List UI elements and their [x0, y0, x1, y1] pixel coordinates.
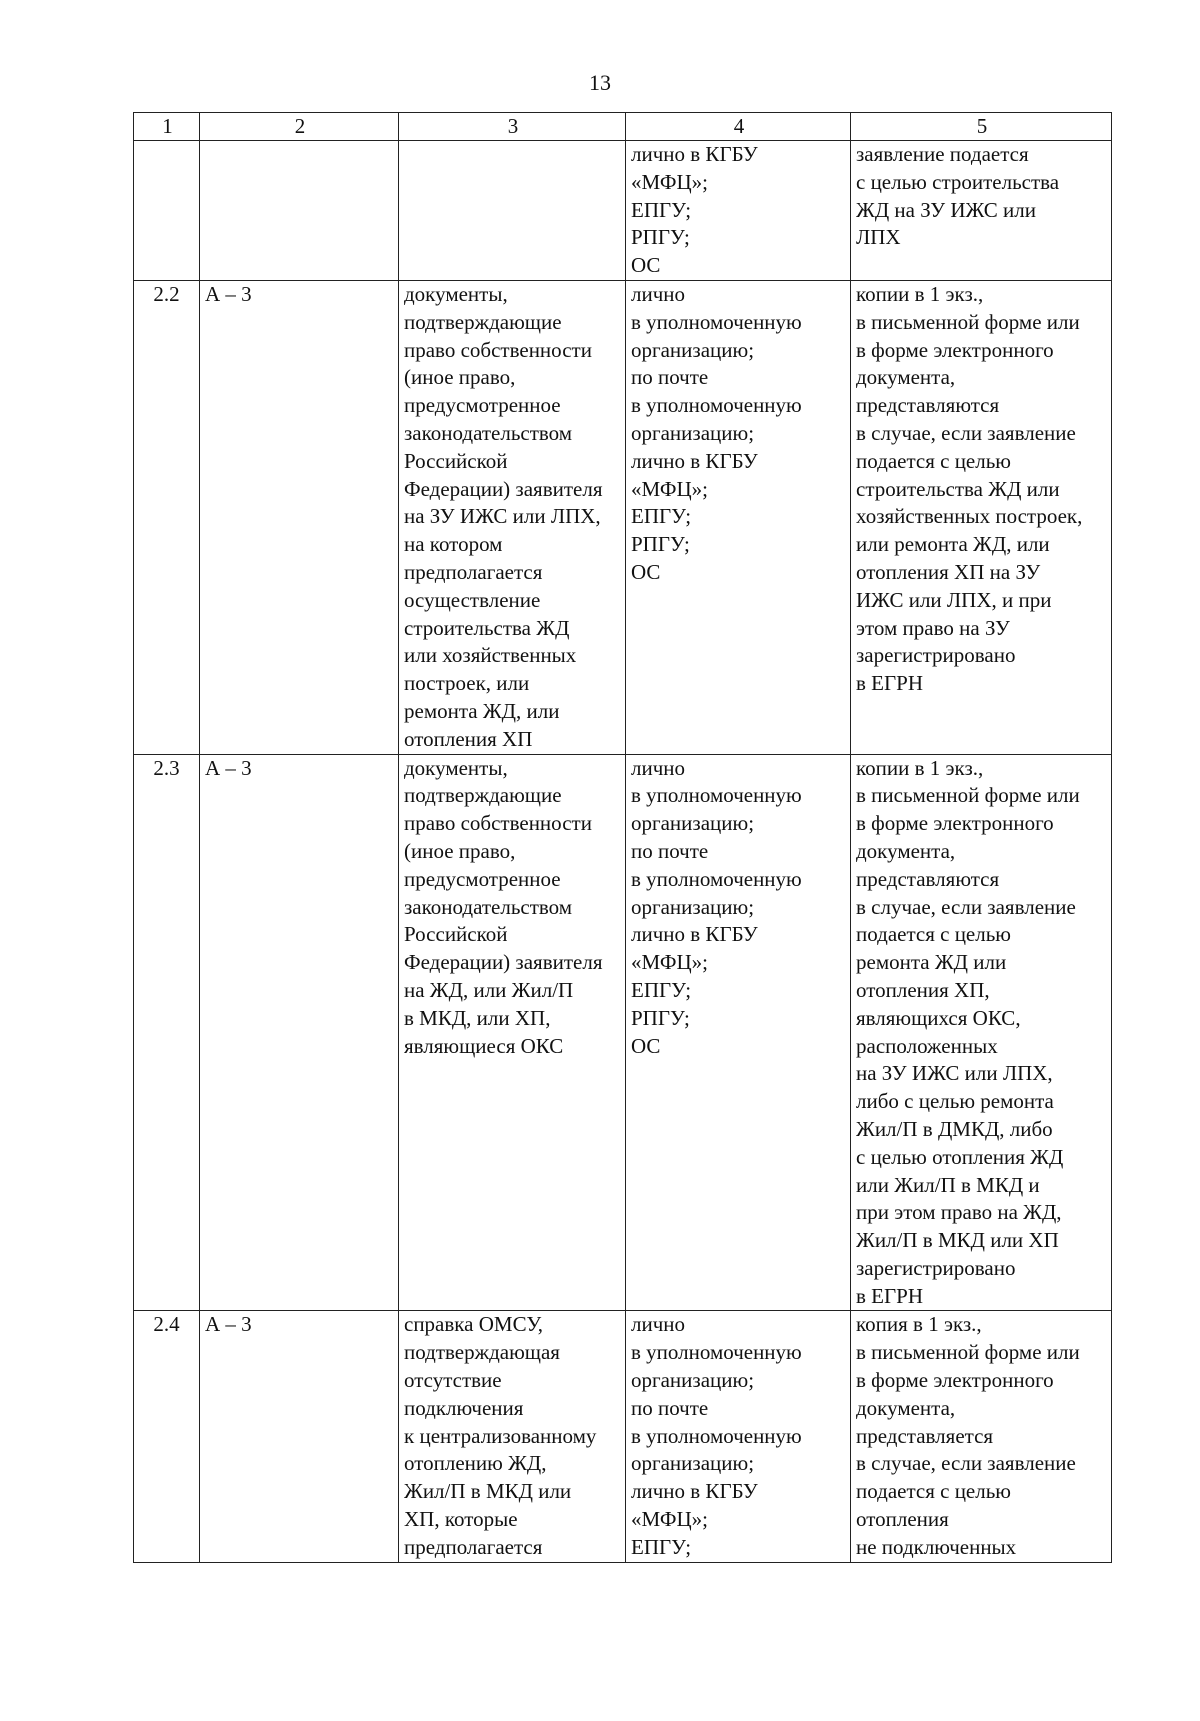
- type-cell: [200, 141, 399, 281]
- notes-cell: копия в 1 экз., в письменной форме или в форме электронного документа, представляется в случае, если заявление подается с целью отопления не подключенных: [851, 1311, 1112, 1562]
- document-cell: [399, 141, 626, 281]
- submission-method-cell: лично в уполномоченную организацию; по почте в уполномоченную организацию; лично в КГБУ «МФЦ»; ЕПГУ;: [626, 1311, 851, 1562]
- type-cell: А – 3: [200, 281, 399, 755]
- document-cell: документы, подтверждающие право собственности (иное право, предусмотренное законодательством Российской Федерации) заявителя на ЖД, или Жил/П в МКД, или ХП, являющиеся ОКС: [399, 754, 626, 1311]
- table-row: [134, 1311, 1112, 1562]
- column-header: 2: [200, 113, 399, 141]
- table-header-row: [134, 113, 1112, 141]
- row-number-cell: 2.2: [134, 281, 200, 755]
- table-row: [134, 754, 1112, 1311]
- submission-method-cell: лично в уполномоченную организацию; по почте в уполномоченную организацию; лично в КГБУ «МФЦ»; ЕПГУ; РПГУ; ОС: [626, 754, 851, 1311]
- row-number-cell: 2.4: [134, 1311, 200, 1562]
- type-cell: А – 3: [200, 1311, 399, 1562]
- page-number: 13: [589, 70, 611, 95]
- column-header: 5: [851, 113, 1112, 141]
- table-row: [134, 141, 1112, 281]
- notes-cell: копии в 1 экз., в письменной форме или в форме электронного документа, представляются в случае, если заявление подается с целью строительства ЖД или хозяйственных построек, или ремонта ЖД, или отопления ХП на ЗУ ИЖС или ЛПХ, и при этом право на ЗУ зарегистрировано в ЕГРН: [851, 281, 1112, 755]
- notes-cell: заявление подается с целью строительства ЖД на ЗУ ИЖС или ЛПХ: [851, 141, 1112, 281]
- table-row: [134, 281, 1112, 755]
- column-header: 4: [626, 113, 851, 141]
- submission-method-cell: лично в КГБУ «МФЦ»; ЕПГУ; РПГУ; ОС: [626, 141, 851, 281]
- document-cell: документы, подтверждающие право собственности (иное право, предусмотренное законодательством Российской Федерации) заявителя на ЗУ ИЖС или ЛПХ, на котором предполагается осуществление строительства ЖД или хозяйственных построек, или ремонта ЖД, или отопления ХП: [399, 281, 626, 755]
- column-header: 3: [399, 113, 626, 141]
- row-number-cell: [134, 141, 200, 281]
- row-number-cell: 2.3: [134, 754, 200, 1311]
- requirements-table: [133, 112, 1112, 1563]
- document-cell: справка ОМСУ, подтверждающая отсутствие подключения к централизованному отоплению ЖД, Жил/П в МКД или ХП, которые предполагается: [399, 1311, 626, 1562]
- type-cell: А – 3: [200, 754, 399, 1311]
- submission-method-cell: лично в уполномоченную организацию; по почте в уполномоченную организацию; лично в КГБУ «МФЦ»; ЕПГУ; РПГУ; ОС: [626, 281, 851, 755]
- column-header: 1: [134, 113, 200, 141]
- notes-cell: копии в 1 экз., в письменной форме или в форме электронного документа, представляются в случае, если заявление подается с целью ремонта ЖД или отопления ХП, являющихся ОКС, расположенных на ЗУ ИЖС или ЛПХ, либо с целью ремонта Жил/П в ДМКД, либо с целью отопления ЖД или Жил/П в МКД и при этом право на ЖД, Жил/П в МКД или ХП зарегистрировано в ЕГРН: [851, 754, 1112, 1311]
